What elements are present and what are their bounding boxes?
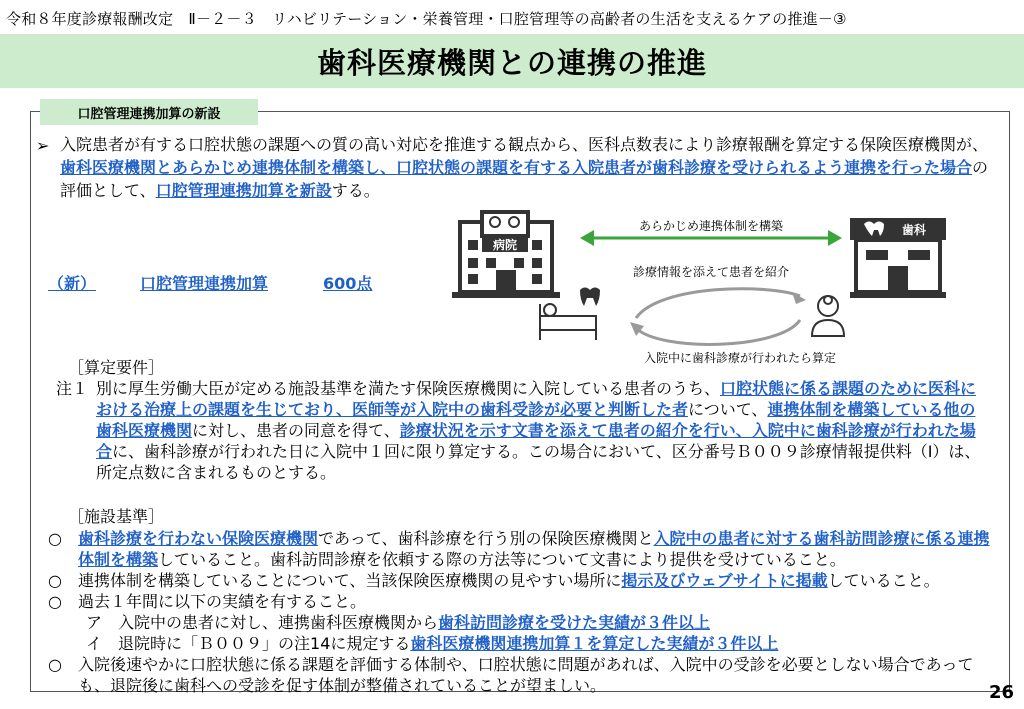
arrow-bullet-icon: ➢ [36, 136, 50, 155]
facility-text-1: であって、歯科診療を行う別の保険医療機関と [318, 529, 654, 548]
circle-bullet-icon: ○ [48, 655, 62, 674]
intro-highlight-2: 口腔管理連携加算を新設 [155, 181, 332, 200]
req-highlight-1: 口腔状態に係る課題のために医科における治療上の課題を生じており、医師等が入院中の歯科受診が必要と判断した者 [96, 379, 977, 419]
facility-text-4: していること。 [827, 571, 940, 590]
req-text-4: に、歯科診療が行われた日に入院中１回に限り算定する。この場合において、区分番号Ｂ００９診療情報提供料（Ⅰ）は、所定点数に含まれるものとする。 [96, 442, 981, 482]
page-number: 26 [988, 682, 1014, 703]
sub-highlight-a: 歯科訪問診療を受けた実績が３件以上 [438, 613, 711, 632]
facility-text-6: 入院後速やかに口腔状態に係る課題を評価する体制や、口腔状態に問題があれば、入院中の受診を必要としない場合であっても、退院後に歯科への受診を促す体制が整備されていることが望ましい。 [78, 655, 974, 695]
intro-highlight-1: 歯科医療機関とあらかじめ連携体制を構築し、口腔状態の課題を有する入院患者が歯科診療を受けられるよう連携を行った場合 [60, 158, 973, 177]
note-label: 注１ [56, 379, 89, 398]
collaboration-diagram [440, 200, 1000, 370]
arrow-top-label: あらかじめ連携体制を構築 [638, 219, 784, 233]
req-text-1: 別に厚生労働大臣が定める施設基準を満たす保険医療機関に入院している患者のうち、 [96, 379, 721, 398]
dental-sign: 歯科 [901, 223, 927, 237]
curved-arrow-return [636, 320, 800, 344]
dental-clinic-icon [850, 218, 946, 298]
facility-highlight-2: 入院中の患者に対する歯科訪問診療に係る連携体制を構築 [78, 529, 990, 569]
sub-label-i: イ [86, 634, 103, 653]
requirements-heading: ［算定要件］ [68, 358, 165, 377]
facility-highlight-1: 歯科診療を行わない保険医療機関 [78, 529, 319, 548]
fee-name: 口腔管理連携加算 [140, 274, 269, 293]
arrow-bottom-label: 入院中に歯科診療が行われたら算定 [643, 351, 837, 365]
sub-highlight-i: 歯科医療機関連携加算１を算定した実績が３件以上 [410, 634, 779, 653]
req-text-2: について、 [688, 400, 768, 419]
page-title: 歯科医療機関との連携の推進 [316, 45, 707, 80]
facility-item [48, 528, 998, 570]
title-band [0, 34, 1024, 88]
facility-text-5: 過去１年間に以下の実績を有すること。 [78, 592, 367, 611]
facility-sub-item [48, 633, 998, 654]
curved-arrow-refer [636, 289, 800, 318]
dentist-icon [812, 296, 844, 336]
sub-text-i: 退院時に「Ｂ００９」の注14に規定する [118, 634, 411, 653]
sub-text-a: 入院中の患者に対し、連携歯科医療機関から [118, 613, 439, 632]
intro-paragraph [60, 133, 1000, 202]
section-label: 口腔管理連携加算の新設 [40, 99, 258, 125]
intro-text-1: 入院患者が有する口腔状態の課題への質の高い対応を推進する観点から、医科点数表により診療報酬を算定する保険医療機関が、 [60, 135, 989, 154]
arrow-mid-label: 診療情報を添えて患者を紹介 [632, 265, 790, 279]
facility-list [48, 528, 998, 696]
intro-text-3: する。 [331, 181, 380, 200]
circle-bullet-icon: ○ [48, 592, 62, 611]
breadcrumb: 令和８年度診療報酬改定 Ⅱ－２－３ リハビリテーション・栄養管理・口腔管理等の高齢者の生活を支えるケアの推進－③ [6, 10, 847, 28]
curved-arrow-refer-head [792, 292, 806, 304]
fee-points: 600点 [323, 274, 373, 293]
arrow-left-head [580, 230, 594, 246]
arrow-right-head [828, 230, 842, 246]
facility-heading: ［施設基準］ [68, 507, 165, 526]
circle-bullet-icon: ○ [48, 571, 62, 590]
hospital-sign: 病院 [492, 238, 518, 252]
hospital-icon [452, 212, 560, 298]
req-highlight-2: 連携体制を構築している他の歯科医療機関 [96, 400, 976, 440]
facility-sub-item [48, 612, 998, 633]
intro-text-2: の評価として、 [60, 158, 989, 200]
req-highlight-3: 診療状況を示す文書を添えて患者の紹介を行い、入院中に歯科診療が行われた場合 [96, 421, 976, 461]
circle-bullet-icon: ○ [48, 529, 62, 548]
sub-label-a: ア [86, 613, 103, 632]
requirements-body [96, 378, 986, 483]
facility-text-2: していること。歯科訪問診療を依頼する際の方法等について文書により提供を受けていること。 [158, 550, 846, 569]
req-text-3: に対し、患者の同意を得て、 [192, 421, 400, 440]
facility-item [48, 570, 998, 591]
fee-new-tag: （新） [48, 274, 97, 293]
facility-item [48, 591, 998, 612]
facility-text-3: 連携体制を構築していることについて、当該保険医療機関の見やすい場所に [78, 571, 622, 590]
facility-highlight-3: 掲示及びウェブサイトに掲載 [621, 571, 828, 590]
facility-item [48, 654, 998, 696]
